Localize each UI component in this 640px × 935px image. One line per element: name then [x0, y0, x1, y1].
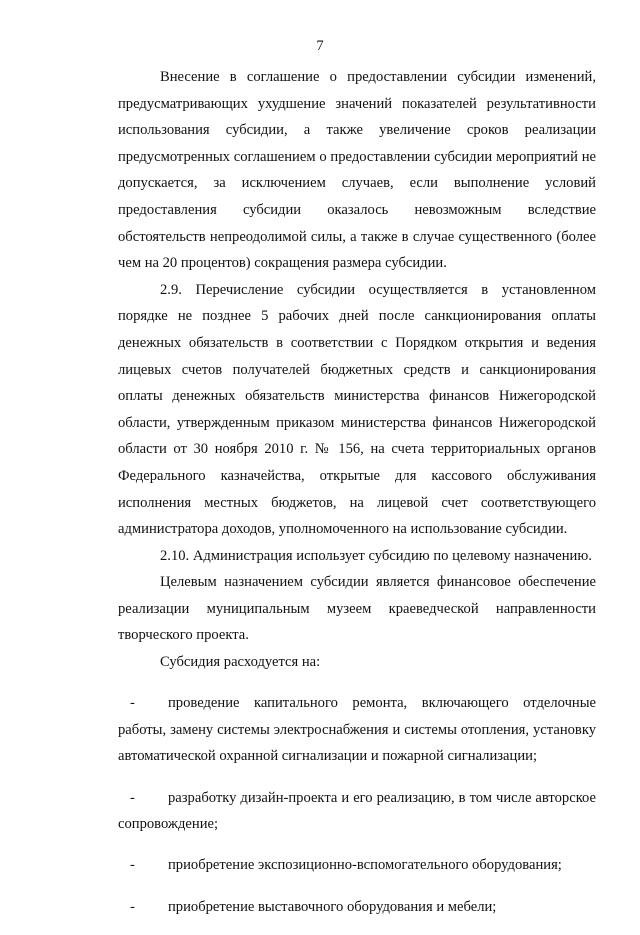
paragraph-purpose: Целевым назначением субсидии является финансовое обеспечение реализации муниципальным музеем краеведческой направленности творческого проекта.: [118, 574, 596, 644]
list-item-text: разработку дизайн-проекта и его реализацию, в том числе авторское сопровождение;: [118, 789, 596, 833]
list-item-text: приобретение экспозиционно-вспомогательного оборудования;: [168, 857, 562, 874]
list-item-text: проведение капитального ремонта, включающего отделочные работы, замену системы электроснабжения и системы отопления, установку автоматической охранной сигнализации и пожарной сигнализации;: [118, 695, 596, 765]
dash-marker: -: [130, 857, 135, 874]
dash-marker: -: [130, 695, 135, 712]
paragraph-subsidy-amendments: Внесение в соглашение о предоставлении субсидии изменений, предусматривающих ухудшение значений показателей результативности использования субсидии, а также увеличение сроков реализации предусмотренных соглашением о предоставлении субсидии мероприятий не допускается, за исключением случаев, если выполнение условий предоставления субсидии оказалось невозможным вследствие обстоятельств непреодолимой силы, а также в случае существенного (более чем на 20 процентов) сокращения размера субсидии.: [118, 69, 596, 272]
paragraph-2-10-usage: 2.10. Администрация использует субсидию по целевому назначению.: [160, 547, 592, 564]
list-item: [118, 690, 596, 770]
dash-marker: -: [130, 789, 135, 806]
paragraph-2-9-transfer: 2.9. Перечисление субсидии осуществляется в установленном порядке не позднее 5 рабочих дней после санкционирования оплаты денежных обязательств в соответствии с Порядком открытия и ведения лицевых счетов получателей бюджетных средств и санкционирования оплаты денежных обязательств министерства финансов Нижегородской области, утвержденным приказом министерства финансов Нижегородской области от 30 ноября 2010 г. № 156, на счета территориальных органов Федерального казначейства, открытые для кассового обслуживания исполнения местных бюджетов, на лицевой счет соответствующего администратора доходов, уполномоченного на использование субсидии.: [118, 281, 596, 538]
dash-marker: -: [130, 898, 135, 915]
document-body: [118, 64, 596, 935]
list-item: [118, 852, 596, 879]
paragraph-spending-intro: Субсидия расходуется на:: [160, 654, 321, 671]
list-item: [118, 894, 596, 921]
list-item: [118, 785, 596, 838]
list-item-text: приобретение выставочного оборудования и мебели;: [168, 898, 497, 915]
page-number: 7: [316, 38, 324, 54]
